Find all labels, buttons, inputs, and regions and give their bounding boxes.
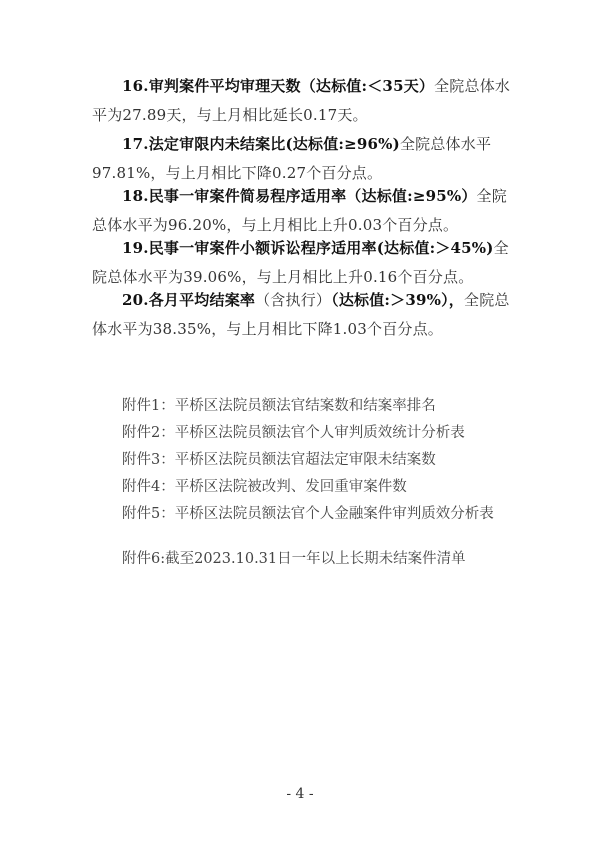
item-17-heading: 17.法定审限内未结案比(达标值:≥96%) [122,135,400,153]
item-18-heading: 18.民事一审案件简易程序适用率（达标值:≥95%） [122,187,477,205]
attachment-5 [92,501,512,528]
item-18 [92,182,512,240]
item-17 [92,130,512,188]
item-20 [92,286,512,344]
attachment-1 [92,393,512,420]
attachment-4-text: 附件4：平桥区法院被改判、发回重审案件数 [122,479,407,495]
item-20-heading-tail: （达标值:＞39%）， [331,291,464,309]
item-16-body: 全院总体水平为27.89天，与上月相比延长0.17天。 [92,77,511,124]
attachment-1-text: 附件1：平桥区法院员额法官结案数和结案率排名 [122,398,436,414]
item-20-heading: 20.各月平均结案率 [122,291,256,309]
attachment-2-text: 附件2：平桥区法院员额法官个人审判质效统计分析表 [122,425,465,441]
item-20-body: 全院总体水平为38.35%，与上月相比下降1.03个百分点。 [92,291,510,338]
item-19-heading: 19.民事一审案件小额诉讼程序适用率(达标值:＞45%) [122,239,494,257]
item-18-body: 全院总体水平为96.20%，与上月相比上升0.03个百分点。 [92,187,507,234]
attachment-3-text: 附件3：平桥区法院员额法官超法定审限未结案数 [122,452,436,468]
attachment-5-text: 附件5：平桥区法院员额法官个人金融案件审判质效分析表 [122,506,494,522]
attachment-4 [92,474,512,501]
item-19-body: 全院总体水平为39.06%，与上月相比上升0.16个百分点。 [92,239,509,286]
item-19 [92,234,512,292]
attachment-3 [92,447,512,474]
item-16 [92,72,512,130]
item-17-body: 全院总体水平97.81%，与上月相比下降0.27个百分点。 [92,135,492,182]
attachment-6 [92,546,512,573]
item-20-heading-note: （含执行） [255,291,332,309]
page-number: - 4 - [286,786,314,802]
attachment-6-text: 附件6:截至2023.10.31日一年以上长期未结案件清单 [122,551,466,567]
item-16-heading: 16.审判案件平均审理天数（达标值:＜35天） [122,77,435,95]
attachment-2 [92,420,512,447]
